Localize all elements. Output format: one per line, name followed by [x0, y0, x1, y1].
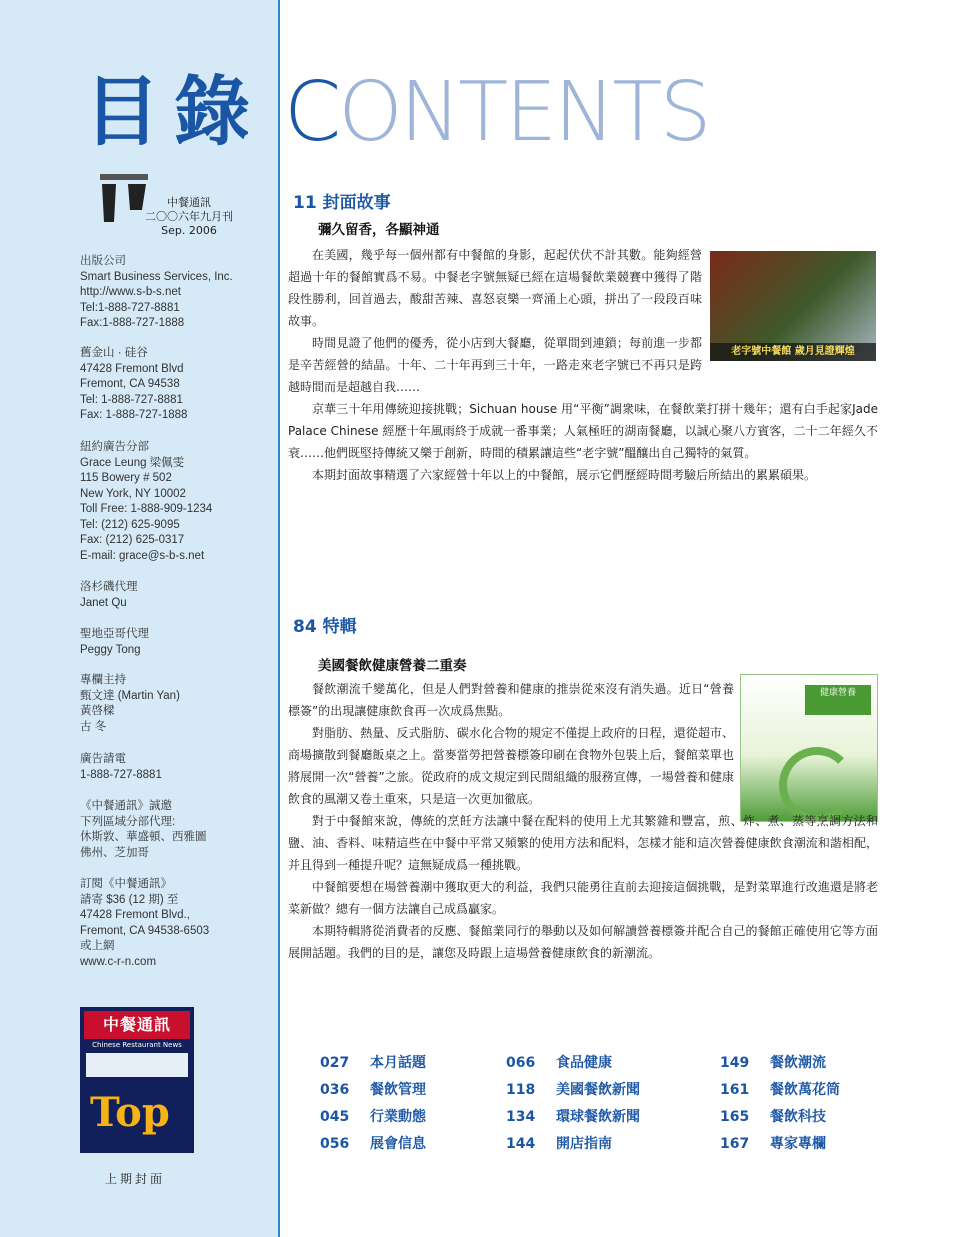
toc-item[interactable] [720, 1052, 826, 1072]
toc-label: 展會信息 [370, 1136, 426, 1152]
ny-city: New York, NY 10002 [80, 487, 186, 500]
sd-agent-block [80, 627, 149, 658]
title-english-rest: ONTENTS [338, 65, 709, 160]
toc-page: 036 [320, 1082, 350, 1098]
cover-story-paragraph: 本期封面故事精選了六家經營十年以上的中餐館，展示它們歷經時間考驗后所結出的累累碩果。 [312, 468, 817, 482]
columnists-label: 專欄主持 [80, 674, 126, 686]
publisher-company: Smart Business Services, Inc. [80, 270, 233, 283]
feature-image-badge: 健康營養 [805, 685, 871, 715]
ny-office-block [80, 440, 212, 564]
cover-story-title: 封面故事 [322, 193, 391, 213]
sf-office-block [80, 346, 187, 424]
cover-story-heading [293, 188, 391, 213]
toc-item[interactable] [720, 1133, 826, 1153]
ny-contact: Grace Leung 梁佩雯 [80, 456, 185, 469]
agents-line-3: 休斯敦、華盛頓、西雅圖 [80, 831, 207, 843]
subscribe-website-link[interactable]: www.c-r-n.com [80, 955, 157, 968]
columnist-3: 古 冬 [80, 720, 107, 733]
title-chinese [84, 67, 248, 156]
subscribe-line-4: Fremont, CA 94538-6503 [80, 924, 210, 937]
toc-item[interactable] [720, 1079, 840, 1099]
sf-address: 47428 Fremont Blvd [80, 362, 184, 375]
ny-tel: Tel: (212) 625-9095 [80, 518, 180, 531]
feature-image [740, 674, 878, 822]
publisher-fax: Fax:1-888-727-1888 [80, 317, 185, 329]
toc-label: 開店指南 [556, 1136, 612, 1152]
ny-tollfree: Toll Free: 1-888-909-1234 [80, 503, 213, 515]
toc-item[interactable] [506, 1106, 640, 1126]
issue-date-cn: 二〇〇六年九月刊 [145, 210, 233, 223]
ads-phone: 1-888-727-8881 [80, 768, 162, 781]
la-name: Janet Qu [80, 596, 127, 609]
sf-fax: Fax: 1-888-727-1888 [80, 409, 188, 421]
title-char-1: 目 [84, 67, 158, 156]
toc-item[interactable] [320, 1106, 426, 1126]
toc-page: 165 [720, 1109, 750, 1125]
toc-label: 專家專欄 [770, 1136, 826, 1152]
feature-paragraph: 餐飲潮流千變萬化，但是人們對營養和健康的推崇從來沒有消失過。近日“營養標簽”的出現讓健康飲食再一次成爲焦點。 [288, 682, 734, 718]
previous-cover-image [80, 1007, 194, 1153]
publisher-website-link[interactable]: http://www.s-b-s.net [80, 286, 181, 298]
la-agent-block [80, 580, 138, 611]
toc-item[interactable] [320, 1133, 426, 1153]
toc-page: 149 [720, 1055, 750, 1071]
cover-story-subtitle: 彌久留香，各顯神通 [318, 222, 440, 238]
feature-subtitle: 美國餐飲健康營養二重奏 [318, 658, 467, 674]
toc-label: 餐飲萬花筒 [770, 1082, 840, 1098]
title-english-first: C [284, 65, 339, 160]
cover-story-paragraph: 京華三十年用傳統迎接挑戰；Sichuan house 用“平衡”調衆味，在餐飲業打拼十幾年；還有白手起家Jade Palace Chinese 經歷十年風雨終于成就一番事業；人氣極旺的湖南餐廳，以誠心聚八方賓客，二十二年經久不衰……他們既堅持傳統又樂于創新，時間的積累讓這些“老字號”醞釀出自己獨特的氣質。 [288, 402, 878, 460]
columnist-2: 黃啓樑 [80, 705, 115, 717]
subscribe-line-5: 或上網 [80, 940, 115, 952]
toc-label: 餐飲潮流 [770, 1055, 826, 1071]
agents-line-1: 《中餐通訊》誠邀 [80, 800, 172, 812]
feature-heading [293, 612, 357, 637]
toc-item[interactable] [506, 1079, 640, 1099]
toc-label: 食品健康 [556, 1055, 612, 1071]
cover-story-paragraph: 時間見證了他們的優秀，從小店到大餐廳，從單間到連鎖；每前進一步都是辛苦經營的結晶。十年、二十年再到三十年，一路走來老字號已不再只是跨越時間而是超越自我…… [288, 336, 702, 394]
feature-page: 84 [293, 617, 317, 637]
sf-city: Fremont, CA 94538 [80, 378, 180, 390]
agents-line-4: 佛州、芝加哥 [80, 846, 149, 859]
title-english [284, 65, 709, 160]
columnists-block [80, 673, 180, 735]
la-label: 洛杉磯代理 [80, 581, 138, 593]
subscribe-line-3: 47428 Fremont Blvd., [80, 909, 190, 921]
feature-paragraph: 對脂肪、熱量、反式脂肪、碳水化合物的規定不僅提上政府的日程，還從超市、商場擴散到餐廳飯桌之上。當麥當勞把營養標簽印刷在食物外包裝上后，餐館菜單也將展開一次“營養”之旅。從政府的成文規定到民間組織的服務宣傳，一場營養和健康飲食的風潮又卷土重來，只是這一次更加徹底。 [288, 726, 734, 806]
publisher-tel: Tel:1-888-727-8881 [80, 301, 180, 314]
toc-page: 118 [506, 1082, 536, 1098]
issue-name: 中餐通訊 [167, 196, 211, 209]
ny-label: 紐約廣告分部 [80, 441, 149, 453]
sf-label: 舊金山 · 硅谷 [80, 347, 148, 359]
ny-address: 115 Bowery # 502 [80, 472, 172, 484]
toc-page: 045 [320, 1109, 350, 1125]
toc-page: 056 [320, 1136, 350, 1152]
cover-caption: 上期封面 [105, 1172, 166, 1186]
toc-page: 144 [506, 1136, 536, 1152]
cover-band [86, 1053, 188, 1077]
title-char-2: 錄 [174, 67, 248, 156]
subscribe-line-2: 請寄 $36 (12 期) 至 [80, 893, 179, 906]
toc-label: 行業動態 [370, 1109, 426, 1125]
sidebar-divider [278, 0, 280, 1237]
ny-fax: Fax: (212) 625-0317 [80, 534, 185, 546]
cover-story-page: 11 [293, 193, 317, 213]
toc-item[interactable] [720, 1106, 826, 1126]
issue-date-en: Sep. 2006 [161, 224, 217, 237]
sf-tel: Tel: 1-888-727-8881 [80, 393, 183, 406]
cover-top-text: Top [90, 1089, 170, 1136]
subscribe-block [80, 877, 209, 970]
sd-name: Peggy Tong [80, 643, 141, 656]
toc-page: 167 [720, 1136, 750, 1152]
cover-subtitle: Chinese Restaurant News [92, 1041, 182, 1049]
agents-block [80, 799, 207, 861]
toc-label: 本月話題 [370, 1055, 426, 1071]
toc-label: 餐飲科技 [770, 1109, 826, 1125]
toc-page: 066 [506, 1055, 536, 1071]
toc-label: 環球餐飲新聞 [556, 1109, 640, 1125]
toc-page: 027 [320, 1055, 350, 1071]
toc-item[interactable] [320, 1079, 426, 1099]
toc-item[interactable] [506, 1133, 612, 1153]
toc-label: 餐飲管理 [370, 1082, 426, 1098]
toc-page: 161 [720, 1082, 750, 1098]
issue-info [135, 196, 243, 238]
sd-label: 聖地亞哥代理 [80, 628, 149, 640]
ny-email-link[interactable]: E-mail: grace@s-b-s.net [80, 549, 205, 562]
toc-item[interactable] [506, 1052, 612, 1072]
cover-story-photo [710, 251, 876, 361]
toc-item[interactable] [320, 1052, 426, 1072]
cover-story-photo-caption: 老字號中餐館 歲月見證輝煌 [710, 343, 876, 361]
cover-masthead: 中餐通訊 [84, 1011, 190, 1039]
feature-paragraph: 本期特輯將從消費者的反應、餐館業同行的舉動以及如何解讀營養標簽并配合自己的餐館正確使用它等方面展開話題。我們的目的是，讓您及時跟上這場營養健康飲食的新潮流。 [288, 924, 878, 960]
subscribe-line-1: 訂閱《中餐通訊》 [80, 878, 172, 890]
cover-story-paragraph: 在美國，幾乎每一個州都有中餐館的身影，起起伏伏不計其數。能夠經營超過十年的餐館實爲不易。中餐老字號無疑已經在這場餐飲業競賽中獲得了階段性勝利，回首過去，酸甜苦辣、喜怒哀樂一齊涌上心頭，拼出了一段段百味故事。 [288, 248, 702, 328]
toc-label: 美國餐飲新聞 [556, 1082, 640, 1098]
publisher-label: 出版公司 [80, 255, 126, 267]
agents-line-2: 下列區域分部代理: [80, 815, 176, 828]
columnist-1: 甄文達 (Martin Yan) [80, 689, 180, 702]
ads-label: 廣告請電 [80, 753, 126, 765]
ads-block [80, 752, 162, 783]
feature-paragraph: 中餐館要想在場營養潮中獲取更大的利益，我們只能勇往直前去迎接這個挑戰，是對菜單進行改進還是將老菜新做？總有一個方法讓自己成爲贏家。 [288, 880, 878, 916]
feature-paragraph: 對于中餐館來說，傳統的烹飪方法讓中餐在配料的使用上尤其繁雜和豐富，煎、炸、煮、蒸等烹調方法和鹽、油、香料、味精這些在中餐中平常又頻繁的使用方法和配料，怎樣才能和這次營養健康飲食潮流和諧相配，并且得到一種提升呢？這無疑成爲一種挑戰。 [288, 814, 878, 872]
publisher-block [80, 254, 233, 332]
toc-page: 134 [506, 1109, 536, 1125]
feature-title: 特輯 [322, 617, 357, 637]
